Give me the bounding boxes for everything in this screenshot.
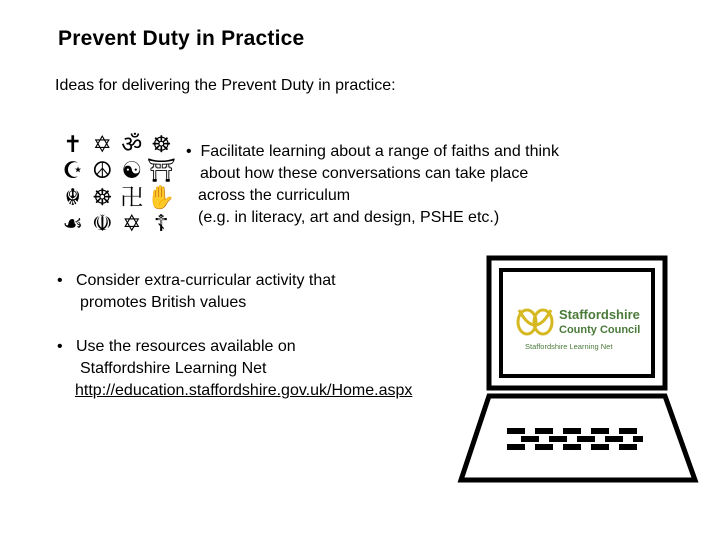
star-icon: ✡ [122,211,142,238]
orthodox-cross-icon: ☦ [153,211,169,238]
bullet-line: about how these conversations can take place [200,165,529,182]
monitor-screen [501,270,653,376]
peace-icon: ☮ [91,158,113,185]
cross-icon: ✝ [63,131,83,158]
computer-icon [455,250,703,490]
bullet-marker: • [57,272,63,289]
bullet-line: promotes British values [80,294,247,311]
lotus-icon: ☙ [62,211,84,238]
wheel-icon: ☸ [91,184,113,211]
intro-text: Ideas for delivering the Prevent Duty in practice: [55,77,396,94]
bullet-marker: • [186,143,192,160]
bullet-line: Facilitate learning about a range of faiths and think [200,143,559,160]
hand-icon: ✋ [146,184,176,211]
dharma-wheel-icon: ☸ [150,131,172,158]
swastika-icon: 卍 [120,184,144,211]
bullet-marker: • [57,338,63,355]
bullet-line: Use the resources available on [75,338,296,355]
crescent-icon: ☪ [62,158,84,185]
page-title: Prevent Duty in Practice [58,27,305,50]
logo-name-line1: Staffordshire [559,307,640,322]
bullet-line: Staffordshire Learning Net [80,360,267,377]
faith-symbols-grid [58,132,176,238]
torii-icon: ⛩ [146,158,176,185]
bullet-resources [57,336,477,402]
star-of-david-icon: ✡ [92,131,112,158]
logo-tagline: Staffordshire Learning Net [525,342,613,351]
bullet-line: (e.g. in literacy, art and design, PSHE etc.) [198,209,500,226]
yin-yang-icon: ☯ [121,158,143,185]
khanda-icon: ☬ [64,184,81,211]
learning-net-link[interactable]: http://education.staffordshire.gov.uk/Home.aspx [75,382,413,399]
bullet-faiths [186,141,626,229]
bullet-line: Consider extra-curricular activity that [75,272,336,289]
bullet-line: across the curriculum [198,187,351,204]
bullet-extracurricular [57,270,447,314]
om-icon: ॐ [121,131,143,158]
logo-name-line2: County Council [559,324,641,336]
faith-symbol-icon: ☫ [91,211,113,238]
